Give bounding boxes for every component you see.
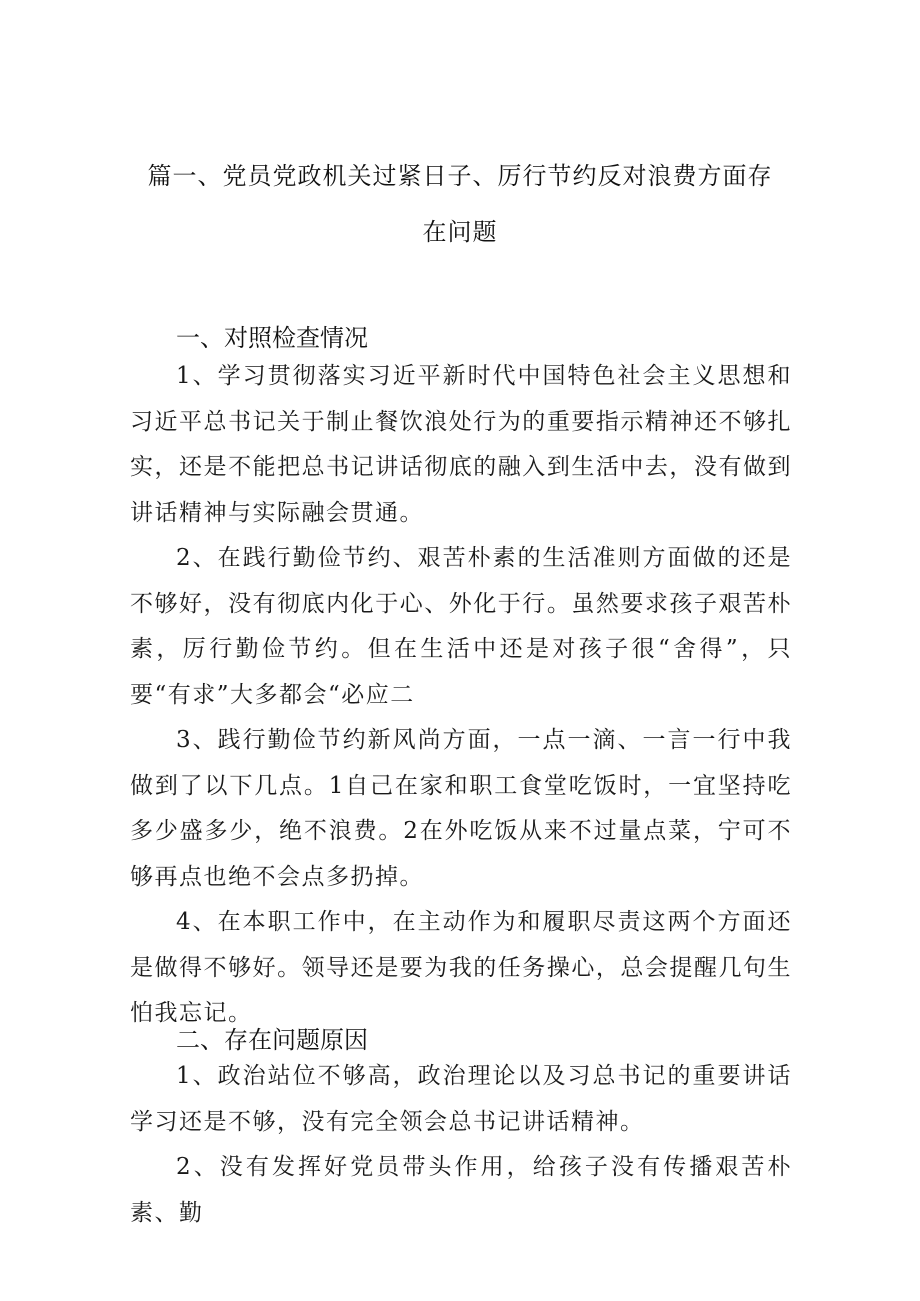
paragraph: 4、在本职工作中，在主动作为和履职尽责这两个方面还是做得不够好。领导还是要为我的任务操心，总会提醒几句生怕我忘记。 bbox=[130, 909, 792, 1026]
paragraph: 2、没有发挥好党员带头作用，给孩子没有传播艰苦朴素、勤 bbox=[130, 1154, 792, 1226]
paragraph: 2、在践行勤俭节约、艰苦朴素的生活准则方面做的还是不够好，没有彻底内化于心、外化于行。虽然要求孩子艰苦朴素，厉行勤俭节约。但在生活中还是对孩子很“舍得”，只要“有求”大多都会“必应二 bbox=[130, 545, 792, 708]
document-title-line-2: 在问题 bbox=[422, 218, 498, 246]
paragraph: 1、政治站位不够高，政治理论以及习总书记的重要讲话学习还是不够，没有完全领会总书记讲话精神。 bbox=[130, 1063, 792, 1135]
paragraph: 1、学习贯彻落实习近平新时代中国特色社会主义思想和习近平总书记关于制止餐饮浪处行为的重要指示精神还不够扎实，还是不能把总书记讲话彻底的融入到生活中去，没有做到讲话精神与实际融会贯通。 bbox=[130, 363, 792, 526]
section-heading-inspection: 一、对照检查情况 bbox=[176, 324, 368, 352]
paragraph: 3、践行勤俭节约新风尚方面，一点一滴、一言一行中我做到了以下几点。1自己在家和职工食堂吃饭时，一宜坚持吃多少盛多少，绝不浪费。2在外吃饭从来不过量点菜，宁可不够再点也绝不会点多扔掉。 bbox=[130, 727, 792, 890]
document-title-line-1: 篇一、党员党政机关过紧日子、厉行节约反对浪费方面存 bbox=[147, 162, 773, 190]
section-heading-causes: 二、存在问题原因 bbox=[176, 1026, 368, 1054]
